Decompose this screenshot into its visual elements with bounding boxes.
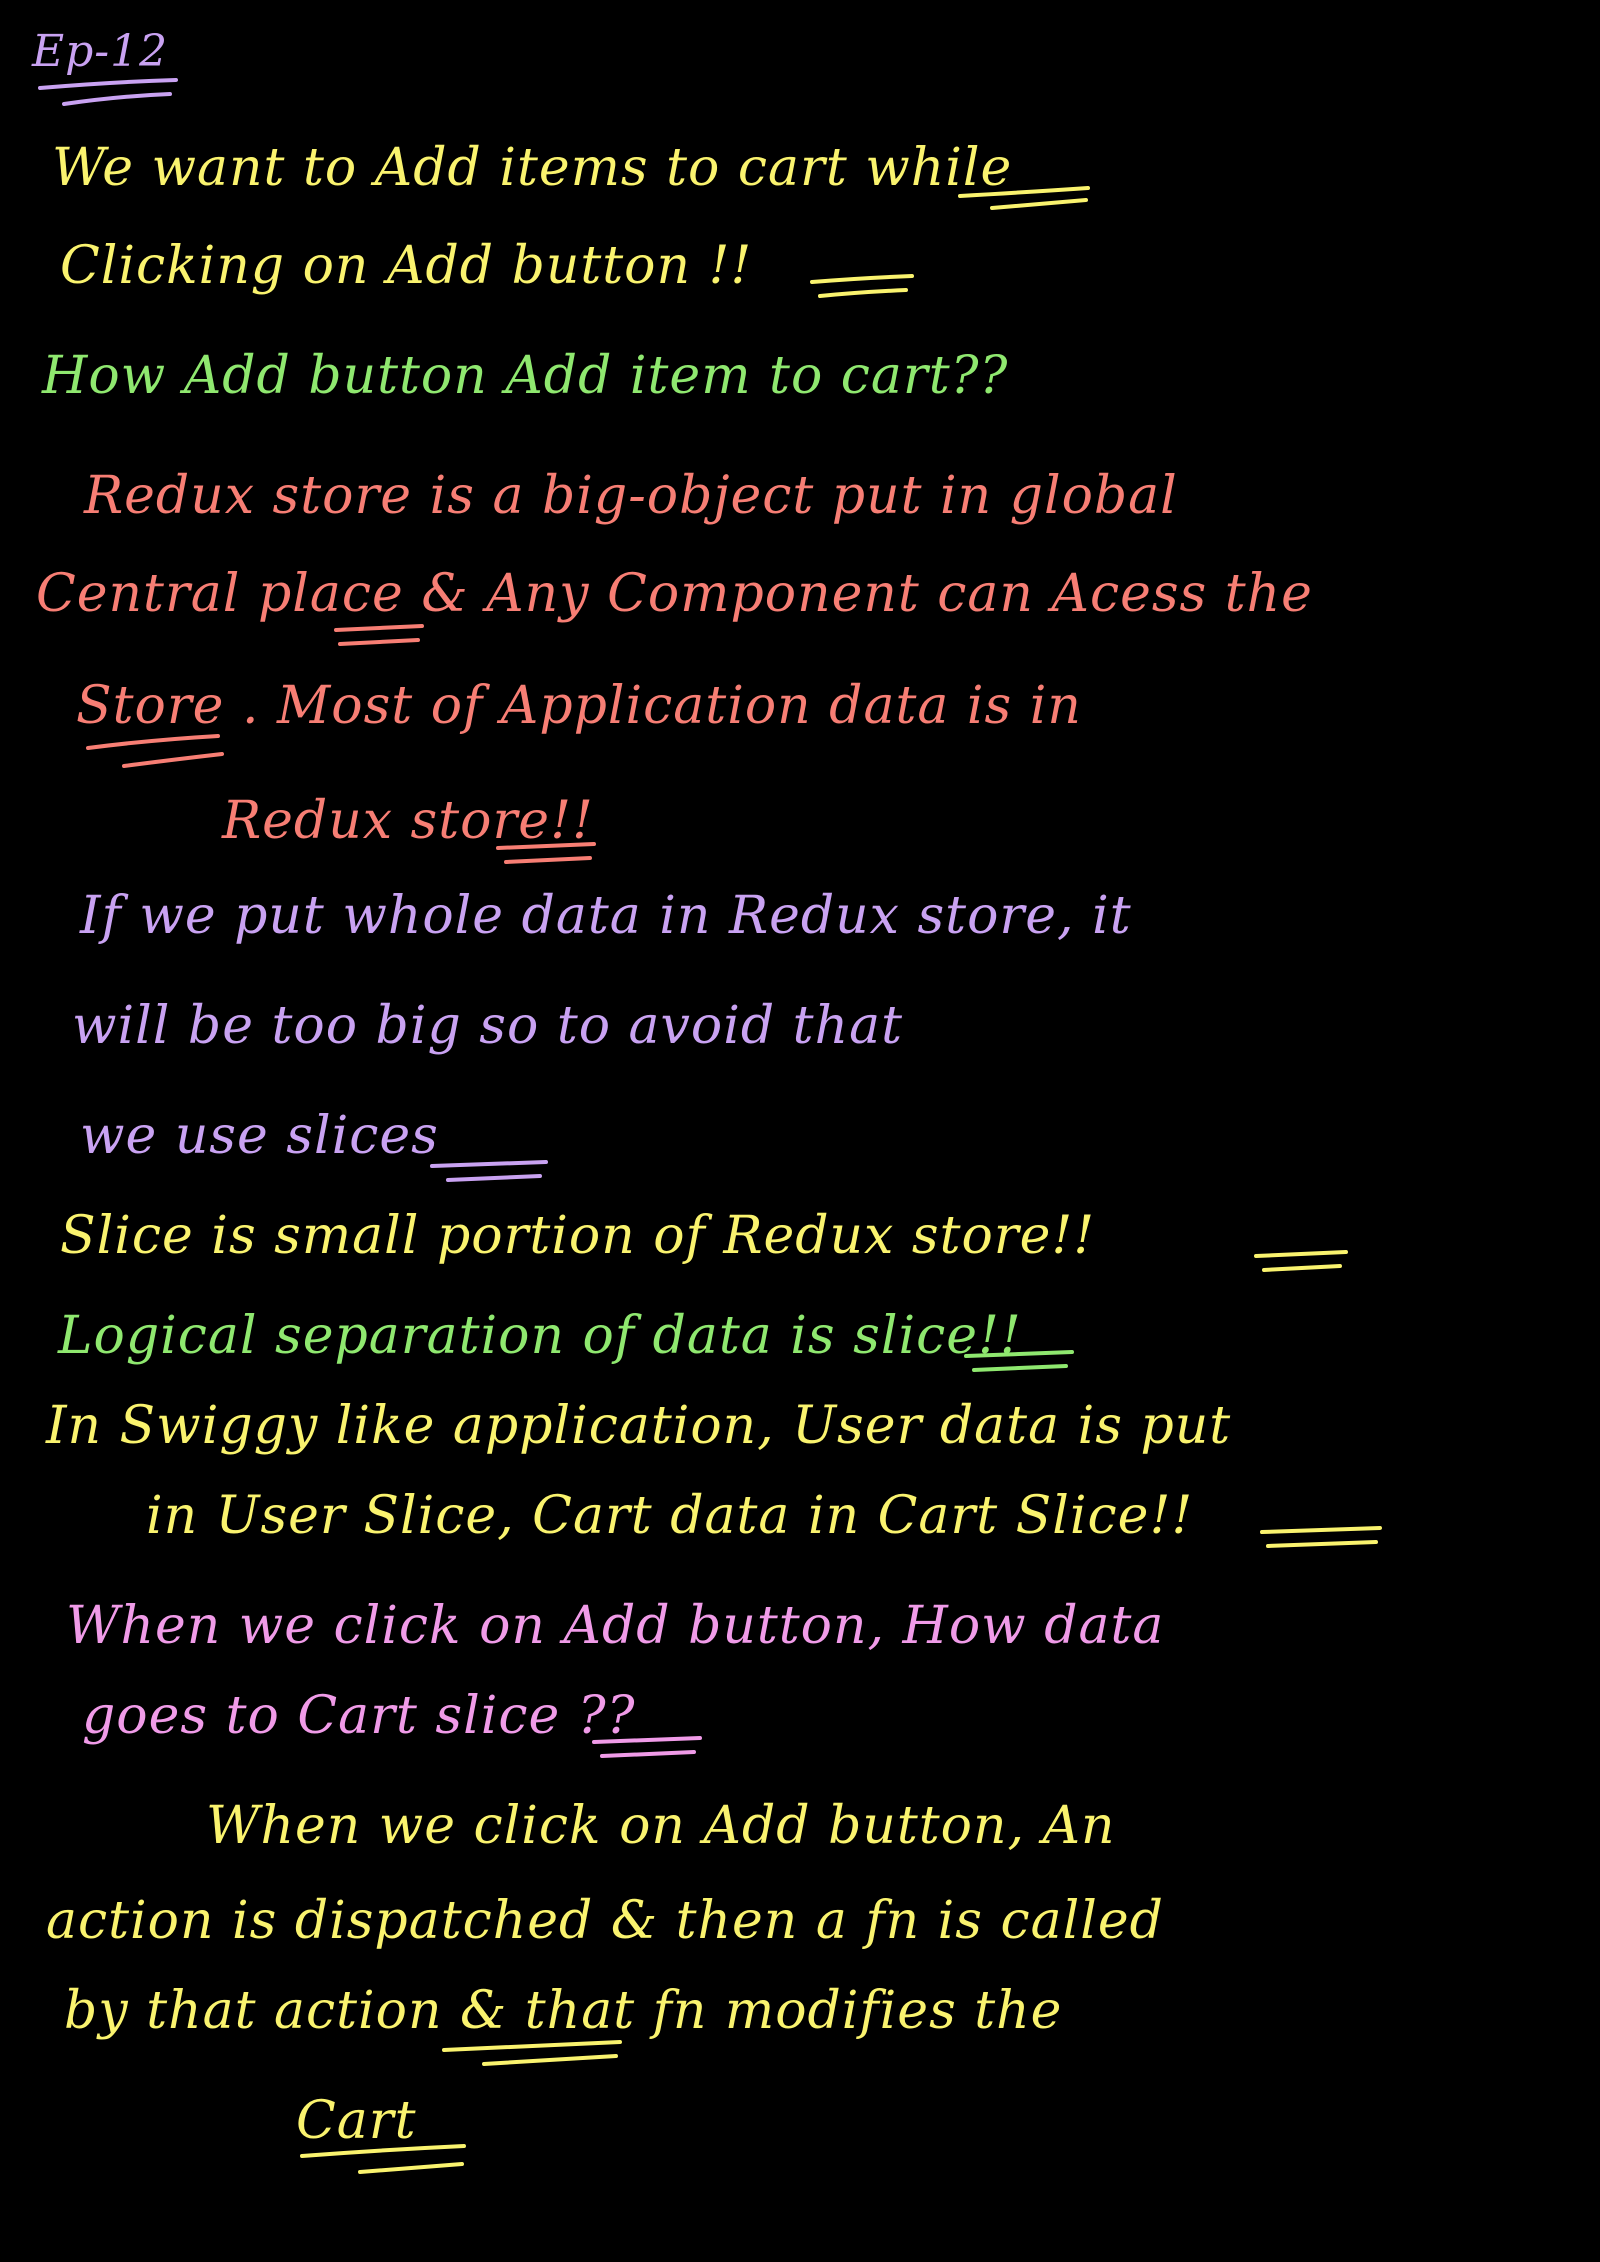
note-line-3: How Add button Add item to cart?? [42, 346, 1009, 406]
heading: Ep-12 [32, 26, 169, 77]
note-line-10: we use slices [80, 1106, 439, 1166]
note-line-12: Logical separation of data is slice!! [58, 1306, 1022, 1366]
note-line-17: When we click on Add button, An [206, 1796, 1116, 1856]
note-line-6: Store . Most of Application data is in [76, 676, 1082, 736]
note-line-5: Central place & Any Component can Acess the [36, 564, 1313, 624]
note-line-4: Redux store is a big-object put in global [84, 466, 1178, 526]
note-line-20: Cart [296, 2091, 417, 2151]
note-line-7: Redux store!! [222, 791, 594, 851]
note-line-15: When we click on Add button, How data [66, 1596, 1165, 1656]
note-line-14: in User Slice, Cart data in Cart Slice!! [146, 1486, 1194, 1546]
note-line-19: by that action & that fn modifies the [64, 1981, 1063, 2041]
note-line-1: We want to Add items to cart while [52, 138, 1013, 198]
note-line-9: will be too big so to avoid that [72, 996, 903, 1056]
note-line-18: action is dispatched & then a fn is called [46, 1891, 1164, 1951]
note-line-2: Clicking on Add button !! [60, 236, 753, 296]
note-line-13: In Swiggy like application, User data is put [46, 1396, 1232, 1456]
note-line-8: If we put whole data in Redux store, it [80, 886, 1132, 946]
note-line-16: goes to Cart slice ?? [82, 1686, 636, 1746]
note-line-11: Slice is small portion of Redux store!! [60, 1206, 1096, 1266]
